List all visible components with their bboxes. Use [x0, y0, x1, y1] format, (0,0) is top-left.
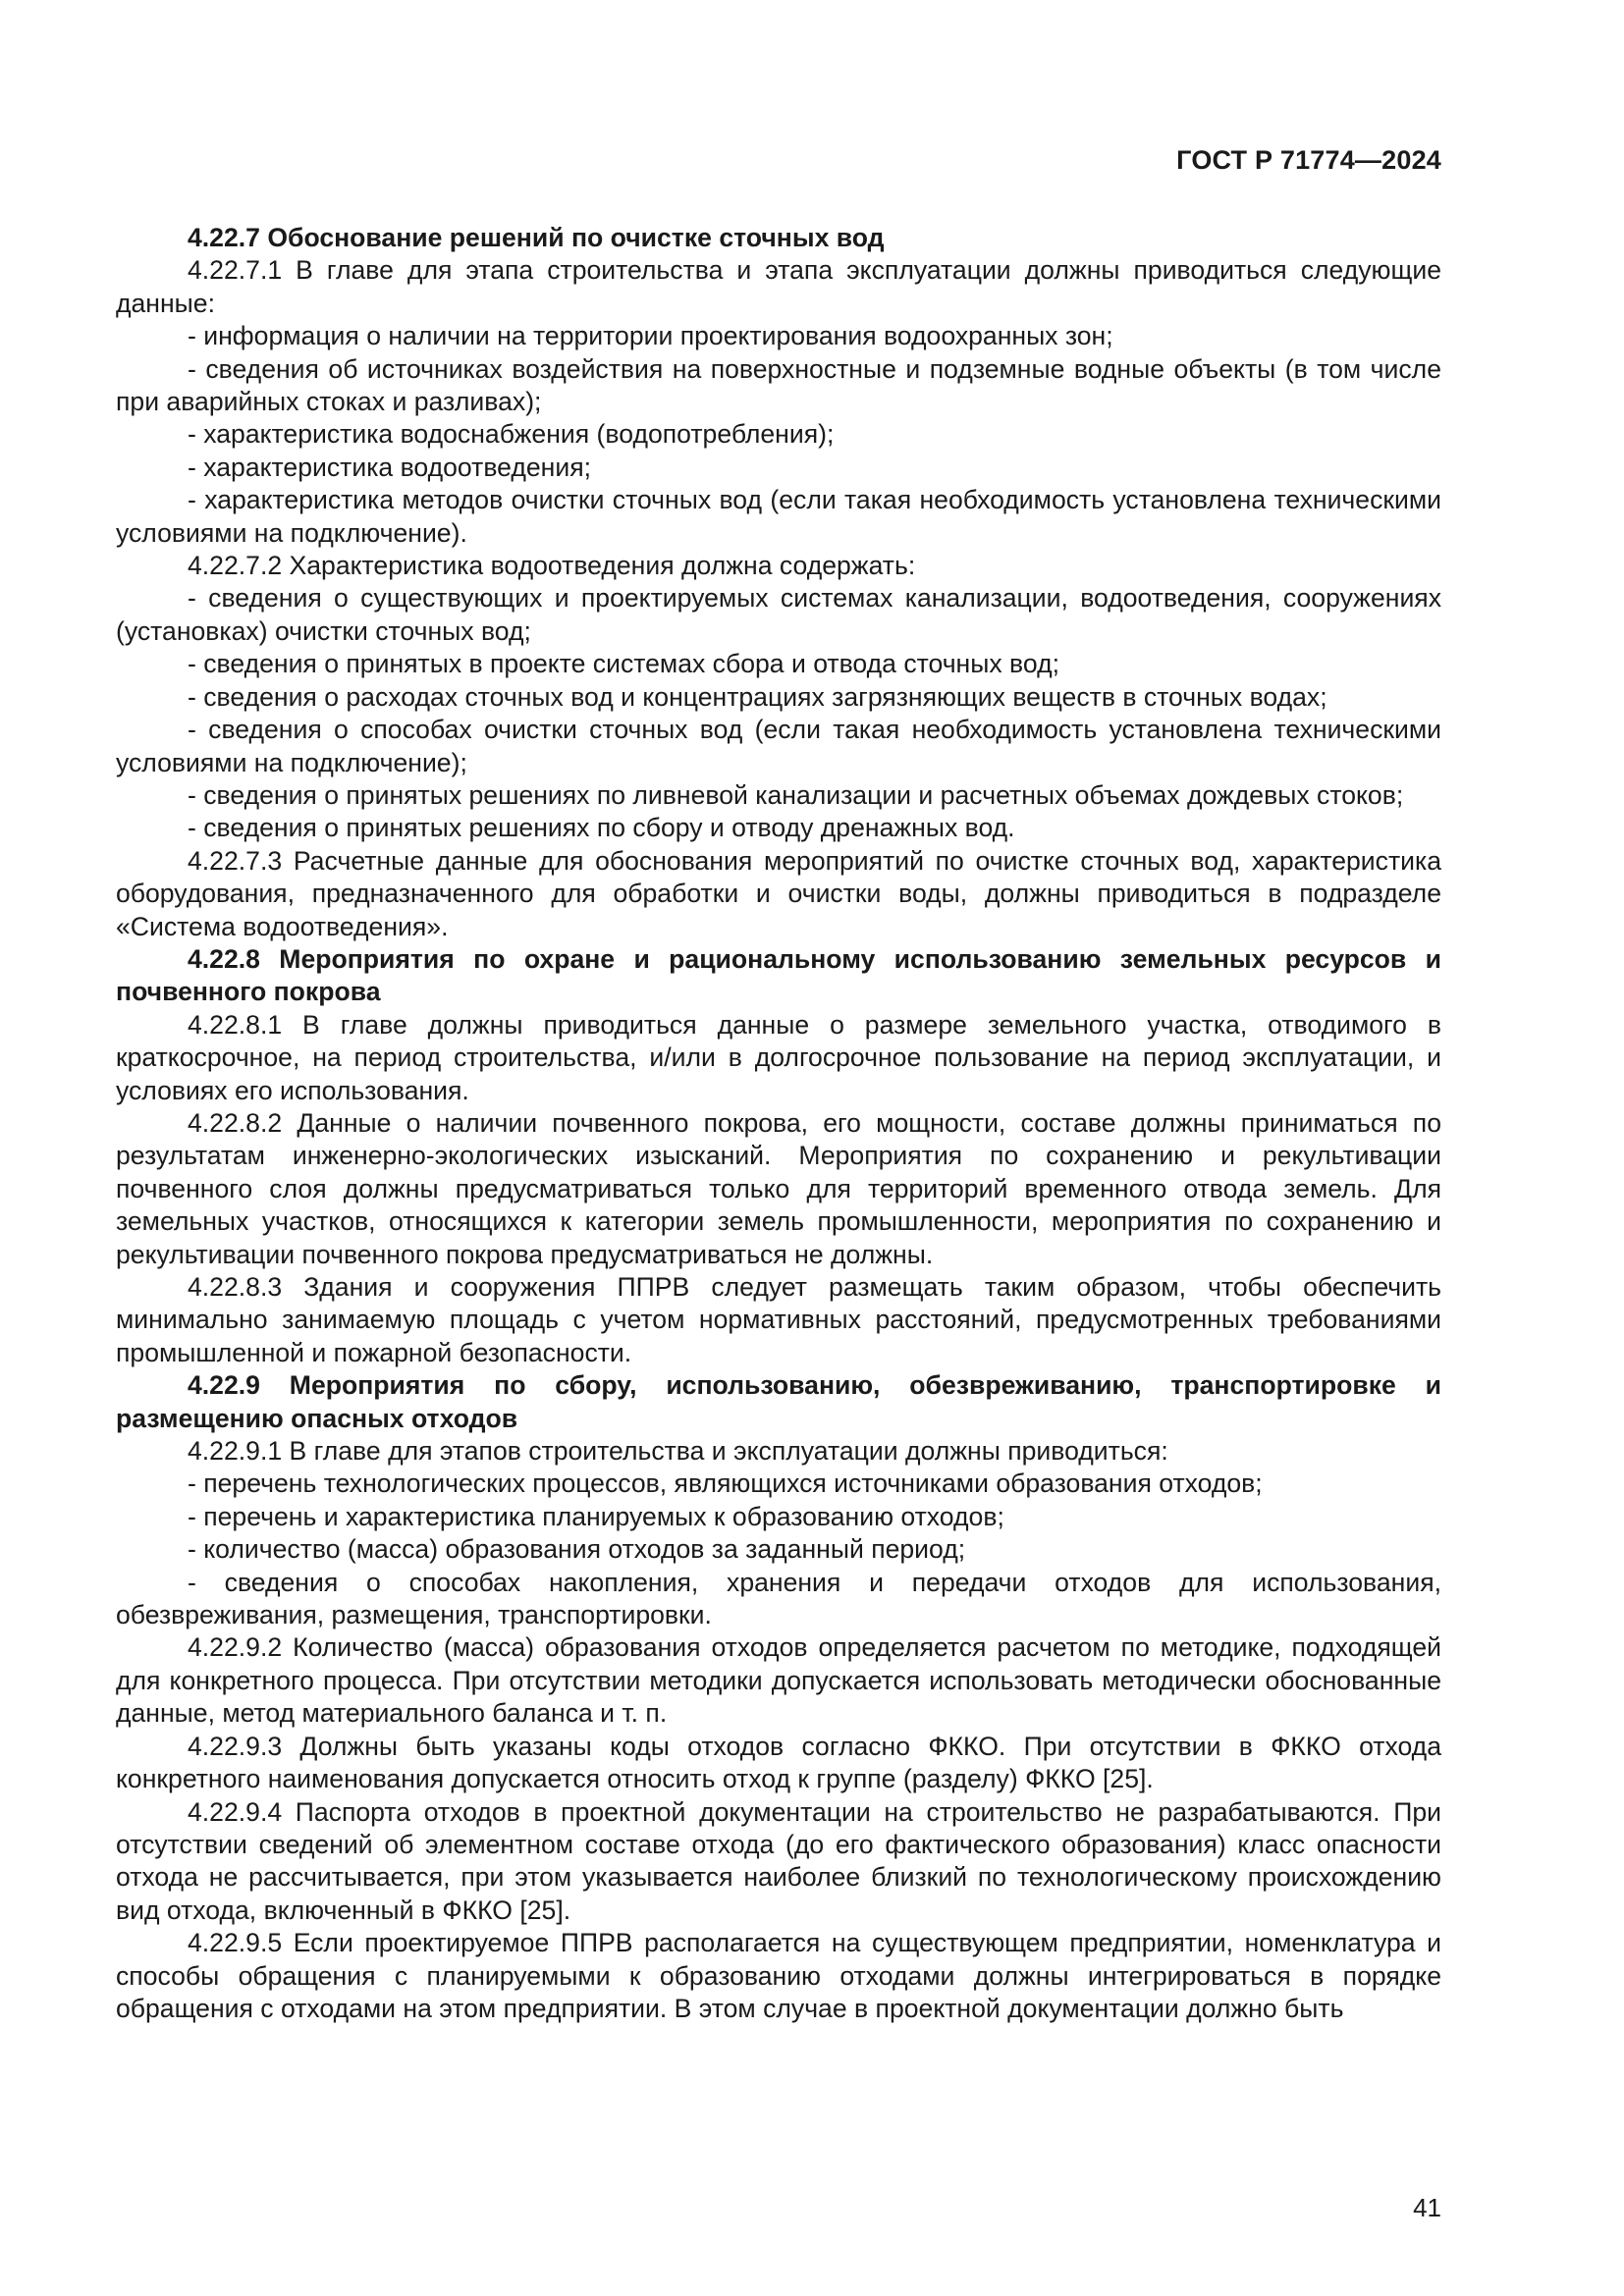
- list-item: - характеристика водоотведения;: [188, 452, 591, 482]
- section-heading: 4.22.7 Обоснование решений по очистке сточных вод: [188, 223, 885, 252]
- document-code: ГОСТ Р 71774—2024: [1176, 145, 1441, 175]
- list-item: - сведения о принятых в проекте системах сбора и отвода сточных вод;: [188, 649, 1059, 679]
- list-item: - сведения о принятых решениях по ливневой канализации и расчетных объемах дождевых стоков;: [188, 779, 1404, 810]
- list-item: - перечень и характеристика планируемых к образованию отходов;: [188, 1501, 1004, 1531]
- document-body: [116, 222, 1441, 2025]
- page-number: 41: [1413, 2193, 1441, 2222]
- section-heading: 4.22.8 Мероприятия по охране и рациональному использованию земельных ресурсов и почвенного покрова: [116, 943, 1441, 1007]
- list-item: - сведения о способах очистки сточных вод (если такая необходимость установлена техническими условиями на подключение);: [116, 715, 1441, 777]
- list-item: - сведения об источниках воздействия на поверхностные и подземные водные объекты (в том числе при аварийных стоках и разливах);: [116, 353, 1441, 417]
- list-item: - информация о наличии на территории проектирования водоохранных зон;: [188, 321, 1113, 351]
- paragraph: 4.22.9.1 В главе для этапов строительства и эксплуатации должны приводиться:: [188, 1436, 1168, 1467]
- paragraph: 4.22.8.2 Данные о наличии почвенного покрова, его мощности, составе должны приниматься по результатам инженерно-экологических изысканий. Мероприятия по сохранению и рекультивации почвенного слоя должны предусматриваться только для территорий временного отвода земель. Для земельных участков, относящихся к категории земель промышленности, мероприятия по сохранению и рекультивации почвенного покрова предусматриваться не должны.: [116, 1107, 1441, 1269]
- list-item: - сведения о принятых решениях по сбору и отводу дренажных вод.: [188, 813, 1015, 843]
- paragraph: 4.22.9.5 Если проектируемое ППРВ располагается на существующем предприятии, номенклатура и способы обращения с планируемыми к образованию отходами должны интегрироваться в порядке обращения с отходами на этом предприятии. В этом случае в проектной документации должно быть: [116, 1928, 1441, 2023]
- paragraph: 4.22.7.2 Характеристика водоотведения должна содержать:: [188, 551, 916, 581]
- paragraph: 4.22.8.1 В главе должны приводиться данные о размере земельного участка, отводимого в краткосрочное, на период строительства, и/или в долгосрочное пользование на период эксплуатации, и условиях его использования.: [116, 1009, 1441, 1105]
- list-item: - перечень технологических процессов, являющихся источниками образования отходов;: [188, 1468, 1263, 1499]
- list-item: - количество (масса) образования отходов за заданный период;: [188, 1534, 966, 1565]
- paragraph: 4.22.9.4 Паспорта отходов в проектной документации на строительство не разрабатываются. При отсутствии сведений об элементном составе отхода (до его фактического образования) класс опасности отхода не рассчитывается, при этом указывается наиболее близкий по технологическому происхождению вид отхода, включенный в ФККО [25].: [116, 1796, 1441, 1925]
- list-item: - характеристика водоснабжения (водопотребления);: [188, 419, 835, 450]
- list-item: - сведения о существующих и проектируемых системах канализации, водоотведения, сооружениях (установках) очистки сточных вод;: [116, 583, 1441, 646]
- paragraph: 4.22.7.3 Расчетные данные для обоснования мероприятий по очистке сточных вод, характеристика оборудования, предназначенного для обработки и очистки воды, должны приводиться в подразделе «Система водоотведения».: [116, 845, 1441, 941]
- paragraph: 4.22.7.1 В главе для этапа строительства и этапа эксплуатации должны приводиться следующие данные:: [116, 255, 1441, 318]
- list-item: - сведения о способах накопления, хранения и передачи отходов для использования, обезвреживания, размещения, транспортировки.: [116, 1567, 1441, 1630]
- paragraph: 4.22.9.3 Должны быть указаны коды отходов согласно ФККО. При отсутствии в ФККО отхода конкретного наименования допускается относить отход к группе (разделу) ФККО [25].: [116, 1731, 1441, 1794]
- list-item: - сведения о расходах сточных вод и концентрациях загрязняющих веществ в сточных водах;: [188, 681, 1327, 712]
- paragraph: 4.22.9.2 Количество (масса) образования отходов определяется расчетом по методике, подходящей для конкретного процесса. При отсутствии методики допускается использовать методически обоснованные данные, метод материального баланса и т. п.: [116, 1632, 1441, 1729]
- section-heading: 4.22.9 Мероприятия по сбору, использованию, обезвреживанию, транспортировке и размещению опасных отходов: [116, 1370, 1441, 1433]
- paragraph: 4.22.8.3 Здания и сооружения ППРВ следует размещать таким образом, чтобы обеспечить минимально занимаемую площадь с учетом нормативных расстояний, предусмотренных требованиями промышленной и пожарной безопасности.: [116, 1272, 1441, 1367]
- list-item: - характеристика методов очистки сточных вод (если такая необходимость установлена техническими условиями на подключение).: [116, 485, 1441, 548]
